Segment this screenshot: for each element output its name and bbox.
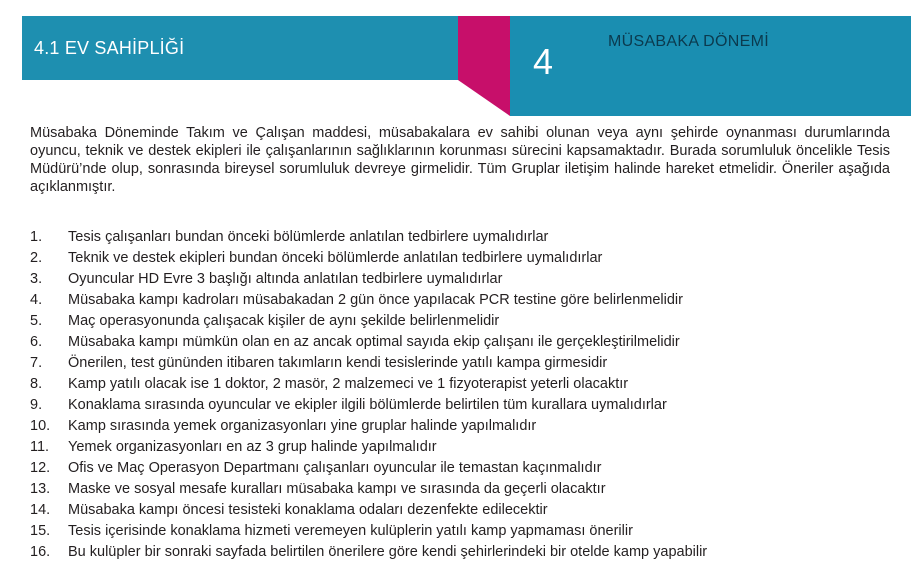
list-item-number: 8. (30, 376, 43, 392)
list-item-text: Tesis içerisinde konaklama hizmeti veremeyen kulüplerin yatılı kamp yapmaması önerilir (68, 523, 633, 539)
list-item-text: Yemek organizasyonları en az 3 grup halinde yapılmalıdır (68, 439, 437, 455)
list-item-number: 7. (30, 355, 43, 371)
list-item-number: 16. (30, 544, 51, 560)
list-item-number: 2. (30, 250, 43, 266)
list-item-text: Müsabaka kampı öncesi tesisteki konaklama odaları dezenfekte edilecektir (68, 502, 548, 518)
list-item-text: Kamp yatılı olacak ise 1 doktor, 2 masör, 2 malzemeci ve 1 fizyoterapist yeterli olacaktır (68, 376, 629, 392)
list-item-number: 3. (30, 271, 43, 287)
list-item-text: Müsabaka kampı mümkün olan en az ancak optimal sayıda ekip çalışanı ile gerçekleştirilmelidir (68, 334, 680, 350)
list-item-text: Oyuncular HD Evre 3 başlığı altında anlatılan tedbirlere uymalıdırlar (68, 271, 503, 287)
list-item-text: Önerilen, test gününden itibaren takımların kendi tesislerinde yatılı kampa girmesidir (68, 355, 608, 371)
intro-paragraph: Müsabaka Döneminde Takım ve Çalışan maddesi, müsabakalara ev sahibi olunan veya aynı şehirde oynanması durumlarında oyuncu, teknik ve destek ekipleri ile çalışanlarının sağlıklarının korunması sürecini kapsamaktadır. Burada sorumluluk öncelikle Tesis Müdürü’nde olup, sonrasında bireysel sorumluluk devreye girmelidir. Tüm Gruplar iletişim halinde hareket etmelidir. Öneriler aşağıda açıklanmıştır. (30, 125, 890, 195)
list-item-number: 15. (30, 523, 51, 539)
list-item (30, 416, 900, 437)
list-item-number: 5. (30, 313, 43, 329)
list-item (30, 269, 900, 290)
list-item-number: 12. (30, 460, 51, 476)
list-item (30, 227, 900, 248)
list-item (30, 437, 900, 458)
list-item (30, 458, 900, 479)
list-item-text: Müsabaka kampı kadroları müsabakadan 2 gün önce yapılacak PCR testine göre belirlenmelidir (68, 292, 683, 308)
list-item (30, 311, 900, 332)
chapter-title: MÜSABAKA DÖNEMİ (608, 33, 769, 50)
list-item-text: Teknik ve destek ekipleri bundan önceki bölümlerde anlatılan tedbirlere uymalıdırlar (68, 250, 603, 266)
list-item-text: Tesis çalışanları bundan önceki bölümlerde anlatılan tedbirlere uymalıdırlar (68, 229, 549, 245)
list-item-number: 14. (30, 502, 51, 518)
list-item (30, 290, 900, 311)
section-title: 4.1 EV SAHİPLİĞİ (34, 38, 185, 58)
list-item (30, 542, 900, 563)
list-item (30, 332, 900, 353)
list-item-number: 4. (30, 292, 43, 308)
list-item-text: Kamp sırasında yemek organizasyonları yine gruplar halinde yapılmalıdır (68, 418, 537, 434)
page-header (0, 0, 911, 120)
list-item (30, 479, 900, 500)
list-item-number: 1. (30, 229, 43, 245)
list-item (30, 374, 900, 395)
list-item-text: Maske ve sosyal mesafe kuralları müsabaka kampı ve sırasında da geçerli olacaktır (68, 481, 606, 497)
list-item-number: 13. (30, 481, 51, 497)
list-item-text: Konaklama sırasında oyuncular ve ekipler ilgili bölümlerde belirtilen tüm kurallara uymalıdırlar (68, 397, 667, 413)
list-item-number: 6. (30, 334, 43, 350)
list-item (30, 500, 900, 521)
list-item (30, 353, 900, 374)
chapter-number: 4 (533, 41, 554, 82)
list-item (30, 395, 900, 416)
list-item (30, 248, 900, 269)
list-item-number: 9. (30, 397, 43, 413)
list-item (30, 521, 900, 542)
list-item-text: Bu kulüpler bir sonraki sayfada belirtilen önerilere göre kendi şehirlerindeki bir otelde kamp yapabilir (68, 544, 708, 560)
list-item-text: Maç operasyonunda çalışacak kişiler de aynı şekilde belirlenmelidir (68, 313, 500, 329)
list-item-number: 10. (30, 418, 51, 434)
recommendations-list (30, 227, 900, 563)
chapter-accent-tab (458, 16, 510, 116)
list-item-text: Ofis ve Maç Operasyon Departmanı çalışanları oyuncular ile temastan kaçınmalıdır (68, 460, 602, 476)
list-item-number: 11. (30, 439, 50, 455)
chapter-band (510, 16, 911, 116)
